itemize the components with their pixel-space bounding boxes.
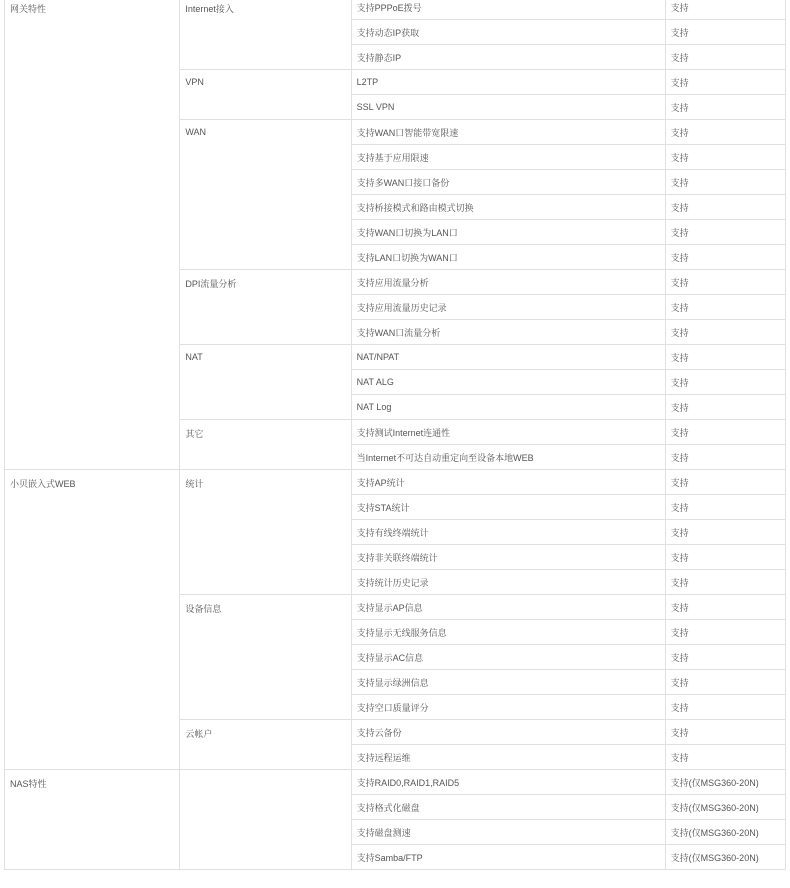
feature-cell: NAT ALG	[351, 370, 665, 395]
feature-cell: 支持格式化磁盘	[351, 795, 665, 820]
feature-cell: 支持RAID0,RAID1,RAID5	[351, 770, 665, 795]
support-cell: 支持	[665, 545, 785, 570]
feature-cell: 支持非关联终端统计	[351, 545, 665, 570]
feature-cell: 支持WAN口切换为LAN口	[351, 220, 665, 245]
support-cell: 支持	[665, 145, 785, 170]
subcategory-cell: Internet接入	[180, 0, 351, 70]
support-cell: 支持	[665, 520, 785, 545]
feature-cell: 支持WAN口流量分析	[351, 320, 665, 345]
table-row	[5, 770, 786, 795]
feature-cell: 支持显示无线服务信息	[351, 620, 665, 645]
feature-cell: 当Internet不可达自动重定向至设备本地WEB	[351, 445, 665, 470]
support-cell: 支持	[665, 470, 785, 495]
feature-cell: 支持WAN口智能带宽限速	[351, 120, 665, 145]
subcategory-cell	[180, 770, 351, 870]
support-cell: 支持	[665, 70, 785, 95]
subcategory-cell: VPN	[180, 70, 351, 120]
subcategory-cell: 云帐户	[180, 720, 351, 770]
feature-cell: 支持PPPoE拨号	[351, 0, 665, 20]
subcategory-cell: 统计	[180, 470, 351, 595]
feature-cell: 支持远程运维	[351, 745, 665, 770]
support-cell: 支持	[665, 120, 785, 145]
feature-cell: 支持统计历史记录	[351, 570, 665, 595]
feature-cell: 支持STA统计	[351, 495, 665, 520]
support-cell: 支持	[665, 395, 785, 420]
feature-cell: 支持多WAN口接口备份	[351, 170, 665, 195]
support-cell: 支持(仅MSG360-20N)	[665, 820, 785, 845]
subcategory-cell: 设备信息	[180, 595, 351, 720]
feature-cell: 支持空口质量评分	[351, 695, 665, 720]
support-cell: 支持	[665, 320, 785, 345]
category-cell: 网关特性	[5, 0, 180, 470]
support-cell: 支持	[665, 670, 785, 695]
category-cell: NAS特性	[5, 770, 180, 870]
feature-cell: 支持测试Internet连通性	[351, 420, 665, 445]
feature-cell: 支持显示绿洲信息	[351, 670, 665, 695]
support-cell: 支持(仅MSG360-20N)	[665, 770, 785, 795]
support-cell: 支持	[665, 620, 785, 645]
feature-cell: 支持桥接模式和路由模式切换	[351, 195, 665, 220]
support-cell: 支持	[665, 420, 785, 445]
feature-spec-table-body	[5, 0, 786, 870]
support-cell: 支持	[665, 245, 785, 270]
feature-cell: 支持应用流量分析	[351, 270, 665, 295]
feature-cell: 支持LAN口切换为WAN口	[351, 245, 665, 270]
feature-cell: 支持显示AC信息	[351, 645, 665, 670]
support-cell: 支持	[665, 570, 785, 595]
feature-cell: 支持Samba/FTP	[351, 845, 665, 870]
support-cell: 支持	[665, 20, 785, 45]
feature-cell: SSL VPN	[351, 95, 665, 120]
support-cell: 支持	[665, 720, 785, 745]
support-cell: 支持	[665, 745, 785, 770]
support-cell: 支持	[665, 295, 785, 320]
feature-cell: L2TP	[351, 70, 665, 95]
table-row	[5, 0, 786, 20]
feature-cell: NAT Log	[351, 395, 665, 420]
support-cell: 支持	[665, 445, 785, 470]
support-cell: 支持	[665, 0, 785, 20]
subcategory-cell: 其它	[180, 420, 351, 470]
feature-cell: 支持有线终端统计	[351, 520, 665, 545]
support-cell: 支持	[665, 195, 785, 220]
feature-cell: 支持应用流量历史记录	[351, 295, 665, 320]
feature-cell: 支持显示AP信息	[351, 595, 665, 620]
support-cell: 支持	[665, 695, 785, 720]
support-cell: 支持	[665, 370, 785, 395]
feature-cell: NAT/NPAT	[351, 345, 665, 370]
subcategory-cell: NAT	[180, 345, 351, 420]
support-cell: 支持(仅MSG360-20N)	[665, 795, 785, 820]
subcategory-cell: DPI流量分析	[180, 270, 351, 345]
support-cell: 支持	[665, 170, 785, 195]
feature-cell: 支持AP统计	[351, 470, 665, 495]
support-cell: 支持	[665, 645, 785, 670]
support-cell: 支持	[665, 495, 785, 520]
support-cell: 支持	[665, 270, 785, 295]
subcategory-cell: WAN	[180, 120, 351, 270]
support-cell: 支持	[665, 345, 785, 370]
feature-cell: 支持基于应用限速	[351, 145, 665, 170]
support-cell: 支持(仅MSG360-20N)	[665, 845, 785, 870]
table-row	[5, 470, 786, 495]
support-cell: 支持	[665, 95, 785, 120]
support-cell: 支持	[665, 220, 785, 245]
feature-cell: 支持磁盘测速	[351, 820, 665, 845]
feature-cell: 支持动态IP获取	[351, 20, 665, 45]
feature-spec-table	[4, 0, 786, 870]
feature-cell: 支持静态IP	[351, 45, 665, 70]
support-cell: 支持	[665, 595, 785, 620]
category-cell: 小贝嵌入式WEB	[5, 470, 180, 770]
support-cell: 支持	[665, 45, 785, 70]
feature-cell: 支持云备份	[351, 720, 665, 745]
